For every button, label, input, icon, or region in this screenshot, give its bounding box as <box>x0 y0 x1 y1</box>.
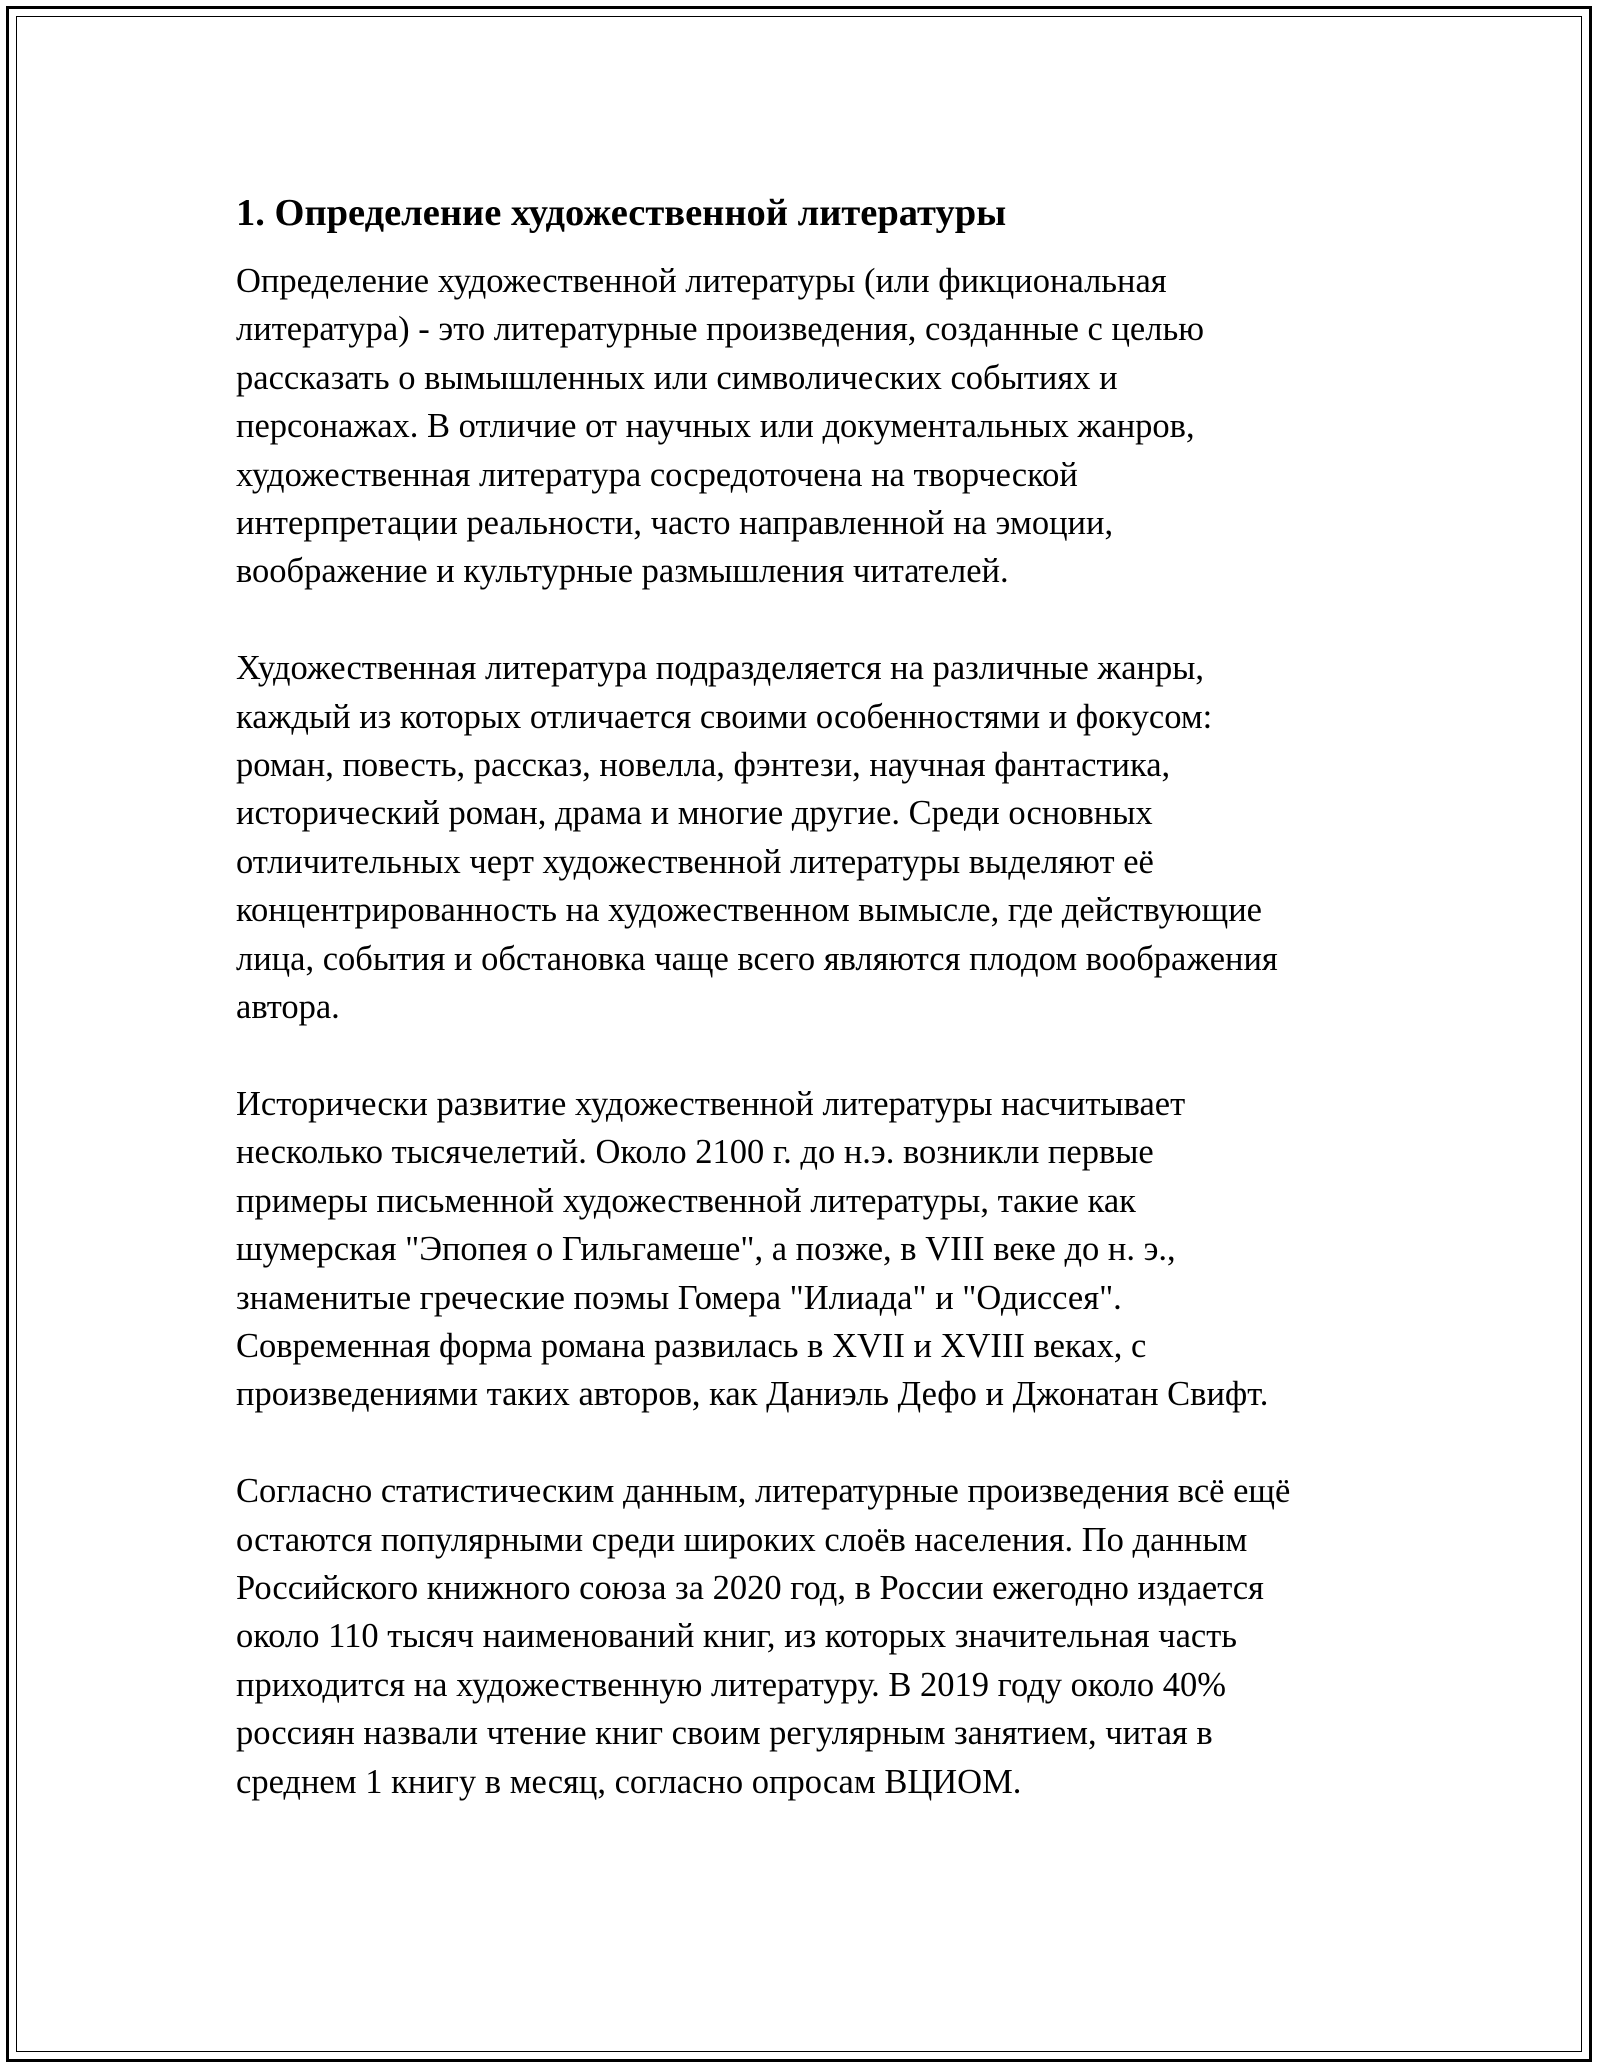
text-line: рассказать о вымышленных или символических событиях и <box>236 358 1118 397</box>
text-line: Российского книжного союза за 2020 год, в России ежегодно издается <box>236 1568 1264 1607</box>
text-line: литература) - это литературные произведения, созданные с целью <box>236 310 1204 349</box>
text-line: остаются популярными среди широких слоёв населения. По данным <box>236 1520 1248 1559</box>
text-line: Художественная литература подразделяется на различные жанры, <box>236 649 1205 688</box>
text-line: художественная литература сосредоточена на творческой <box>236 455 1078 494</box>
text-line: Определение художественной литературы (или фикциональная <box>236 262 1167 300</box>
section-heading: 1. Определение художественной литературы <box>236 192 1007 234</box>
text-line: Современная форма романа развилась в XVII и XVIII веках, с <box>236 1326 1147 1365</box>
text-line: Согласно статистическим данным, литературные произведения всё ещё <box>236 1472 1291 1511</box>
text-line: персонажах. В отличие от научных или документальных жанров, <box>236 407 1195 446</box>
text-line: автора. <box>236 988 340 1027</box>
text-line: россиян назвали чтение книг своим регулярным занятием, читая в <box>236 1714 1213 1753</box>
text-line: примеры письменной художественной литературы, такие как <box>236 1181 1136 1220</box>
text-line: интерпретации реальности, часто направленной на эмоции, <box>236 504 1114 543</box>
text-line: концентрированность на художественном вымысле, где действующие <box>236 891 1262 930</box>
text-line: шумерская "Эпопея о Гильгамеше", а позже, в VIII веке до н. э., <box>236 1230 1176 1269</box>
paragraph-history <box>236 1080 1416 1419</box>
text-line: воображение и культурные размышления читателей. <box>236 552 1009 591</box>
text-line: произведениями таких авторов, как Даниэль Дефо и Джонатан Свифт. <box>236 1375 1269 1414</box>
text-line: роман, повесть, рассказ, новелла, фэнтези, научная фантастика, <box>236 746 1171 785</box>
paragraph-definition <box>236 257 1416 596</box>
text-line: каждый из которых отличается своими особенностями и фокусом: <box>236 697 1213 736</box>
text-line: среднем 1 книгу в месяц, согласно опросам ВЦИОМ. <box>236 1762 1022 1801</box>
text-line: исторический роман, драма и многие другие. Среди основных <box>236 794 1153 833</box>
text-line: около 110 тысяч наименований книг, из которых значительная часть <box>236 1617 1238 1656</box>
paragraph-genres <box>236 644 1416 1031</box>
text-line: Исторически развитие художественной литературы насчитывает <box>236 1084 1186 1123</box>
text-line: отличительных черт художественной литературы выделяют её <box>236 842 1154 881</box>
paragraph-statistics <box>236 1467 1416 1806</box>
text-line: знаменитые греческие поэмы Гомера "Илиада" и "Одиссея". <box>236 1278 1122 1317</box>
text-line: лица, события и обстановка чаще всего являются плодом воображения <box>236 939 1278 978</box>
document-body <box>236 188 1416 1806</box>
text-line: приходится на художественную литературу. В 2019 году около 40% <box>236 1665 1227 1704</box>
text-line: несколько тысячелетий. Около 2100 г. до н.э. возникли первые <box>236 1133 1154 1172</box>
